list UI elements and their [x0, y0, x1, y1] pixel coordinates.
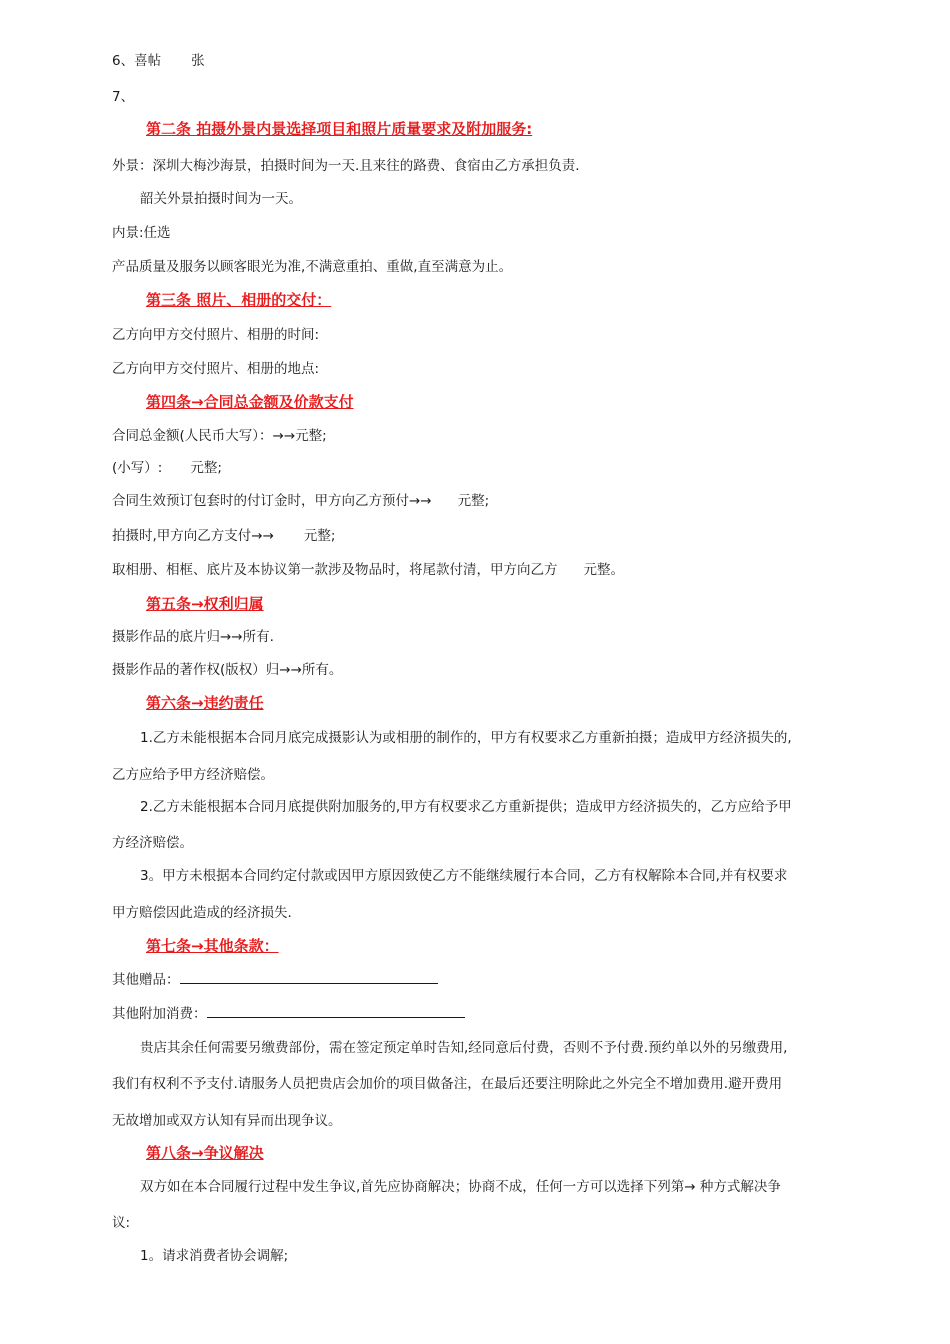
heading-article-8: 第八条→争议解决 [146, 1144, 264, 1162]
delivery-place-text: 乙方向甲方交付照片、相册的地点: [112, 361, 320, 377]
other-gifts-label: 其他赠品： [112, 972, 180, 988]
item-6 [112, 52, 205, 70]
amount-lowercase-unit: 元整; [190, 460, 222, 476]
exterior-text: 外景：深圳大梅沙海景，拍摄时间为一天.且来往的路费、食宿由乙方承担负责. [112, 158, 580, 174]
heading-article-7: 第七条→其他条款： [146, 937, 279, 955]
interior-text: 内景:任选 [112, 225, 171, 241]
quality-text: 产品质量及服务以顾客眼光为准,不满意重拍、重做,直至满意为止。 [112, 259, 513, 275]
breach-clause-2: 2.乙方未能根据本合同月底提供附加服务的,甲方有权要求乙方重新提供；造成甲方经济损失的，乙方应给予甲 [140, 799, 792, 815]
breach-clause-1-cont: 乙方应给予甲方经济赔偿。 [112, 767, 274, 783]
heading-article-3: 第三条 照片、相册的交付： [146, 291, 332, 309]
breach-clause-1: 1.乙方未能根据本合同月底完成摄影认为或相册的制作的，甲方有权要求乙方重新拍摄；造成甲方经济损失的, [140, 730, 792, 746]
extra-fees-text-cont-1: 我们有权利不予支付.请服务人员把贵店会加价的项目做备注，在最后还要注明除此之外完全不增加费用.避开费用 [112, 1076, 783, 1092]
heading-article-5: 第五条→权利归属 [146, 595, 264, 613]
heading-article-2: 第二条 拍摄外景内景选择项目和照片质量要求及附加服务: [146, 120, 533, 138]
shaoguan-text: 韶关外景拍摄时间为一天。 [140, 191, 302, 207]
dispute-text: 双方如在本合同履行过程中发生争议,首先应协商解决；协商不成，任何一方可以选择下列第→ 种方式解决争 [140, 1179, 781, 1195]
final-payment-label: 取相册、相框、底片及本协议第一款涉及物品时，将尾款付清，甲方向乙方 [112, 562, 558, 578]
other-consumption-blank [207, 1004, 465, 1018]
total-amount-text: 合同总金额(人民币大写）：→→元整; [112, 428, 327, 444]
heading-article-6: 第六条→违约责任 [146, 694, 264, 712]
item-6-unit: 张 [191, 53, 205, 69]
delivery-time-text: 乙方向甲方交付照片、相册的时间: [112, 327, 320, 343]
other-gifts-blank [180, 970, 438, 984]
negative-ownership-text: 摄影作品的底片归→→所有. [112, 629, 274, 645]
shoot-payment-label: 拍摄时,甲方向乙方支付→→ [112, 528, 274, 544]
extra-fees-text-cont-2: 无故增加或双方认知有异而出现争议。 [112, 1113, 342, 1129]
final-payment-text [112, 561, 624, 579]
item-6-label: 6、喜帖 [112, 53, 162, 69]
amount-lowercase [112, 459, 222, 477]
item-7: 7、 [112, 89, 135, 105]
deposit-text [112, 492, 489, 510]
deposit-label: 合同生效预订包套时的付订金时，甲方向乙方预付→→ [112, 493, 432, 509]
shoot-payment-unit: 元整; [303, 528, 336, 544]
dispute-option-1: 1。请求消费者协会调解; [140, 1248, 289, 1264]
heading-article-4: 第四条→合同总金额及价款支付 [146, 393, 354, 411]
amount-lowercase-label: (小写）: [112, 460, 163, 476]
breach-clause-3-cont: 甲方赔偿因此造成的经济损失. [112, 905, 292, 921]
final-payment-unit: 元整。 [583, 562, 624, 578]
other-consumption-label: 其他附加消费： [112, 1006, 207, 1022]
breach-clause-2-cont: 方经济赔偿。 [112, 835, 193, 851]
other-gifts [112, 970, 438, 989]
shoot-payment-text [112, 527, 335, 545]
deposit-unit: 元整; [457, 493, 490, 509]
copyright-text: 摄影作品的著作权(版权）归→→所有。 [112, 662, 343, 678]
other-consumption [112, 1004, 465, 1023]
dispute-text-cont: 议: [112, 1215, 131, 1231]
breach-clause-3: 3。甲方未根据本合同约定付款或因甲方原因致使乙方不能继续履行本合同，乙方有权解除本合同,并有权要求 [140, 868, 788, 884]
extra-fees-text: 贵店其余任何需要另缴费部份，需在签定预定单时告知,经同意后付费，否则不予付费.预约单以外的另缴费用, [140, 1040, 788, 1056]
